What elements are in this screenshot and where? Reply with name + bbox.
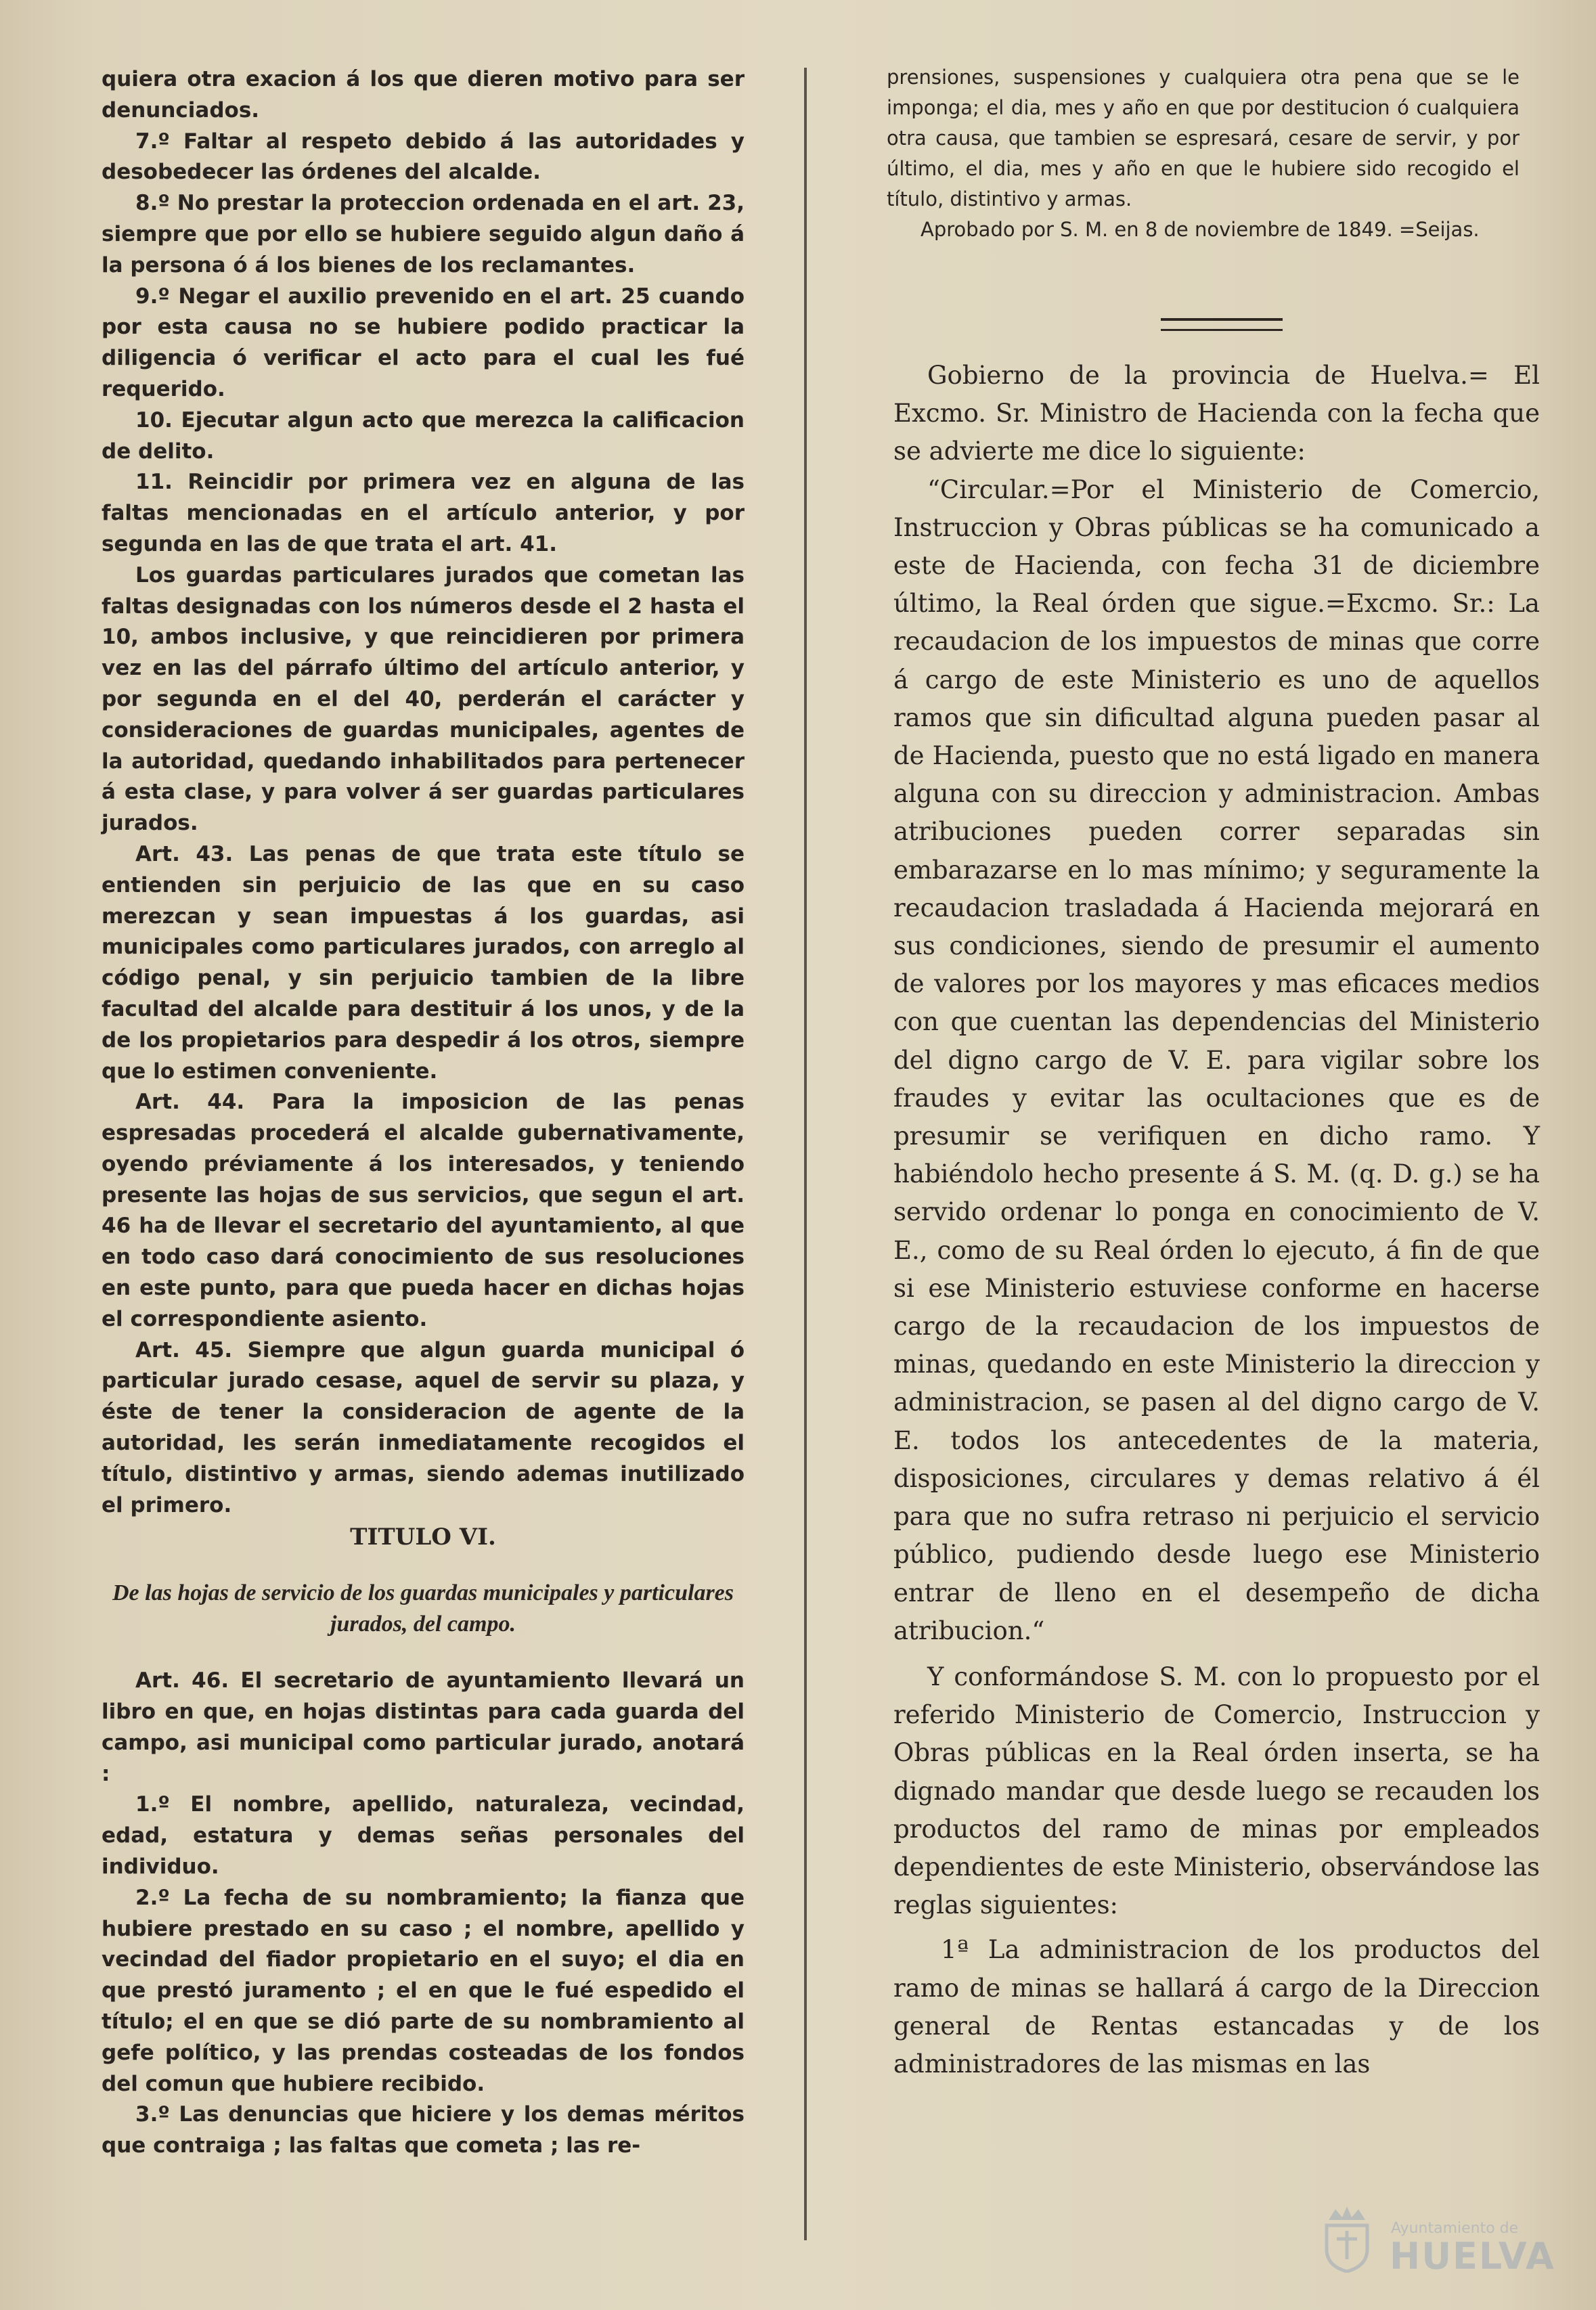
paragraph: Art. 43. Las penas de que trata este título se entienden sin perjuicio de las que en su caso merezcan y sean impuestas á los guardas, asi municipales como particulares jurados, con arreglo al código penal, y sin perjuicio tambien de la libre facultad del alcalde para destituir á los unos, y de la de los propietarios para despedir á los otros, siempre que lo estimen conveniente.	[102, 841, 745, 1084]
section-title: TITULO VI.	[350, 1524, 496, 1551]
crown-shield-icon	[1316, 2205, 1377, 2273]
watermark-title: HUELVA	[1390, 2235, 1555, 2278]
paragraph: 1ª La administracion de los productos del ramo de minas se hallará á cargo de la Direccion general de Rentas estancadas y de los administradores de las mismas en las	[893, 1935, 1540, 2079]
paragraph: Los guardas particulares jurados que cometan las faltas designadas con los números desde el 2 hasta el 10, ambos inclusive, y que reincidieren por primera vez en las del párrafo último del artículo anterior, y por segunda en el del 40, perderán el carácter y consideraciones de guardas municipales, agentes de la autoridad, quedando inhabilitados para pertenecer á esta clase, y para volver á ser guardas particulares jurados.	[102, 562, 745, 836]
paragraph: 7.º Faltar al respeto debido á las autoridades y desobedecer las órdenes del alcalde.	[102, 129, 745, 185]
section-rule	[1161, 318, 1283, 331]
paragraph: 8.º No prestar la proteccion ordenada en el art. 23, siempre que por ello se hubiere seguido algun daño á la persona ó á los bienes de los reclamantes.	[102, 191, 745, 277]
paragraph: 2.º La fecha de su nombramiento; la fianza que hubiere prestado en su caso ; el nombre, apellido y vecindad del fiador propietario en el suyo; el dia en que prestó juramento ; el en que le fué espedido el título; el en que se dió parte de su nombramiento al gefe político, y las prendas costeadas de los fondos del comun que hubiere recibido.	[102, 1885, 745, 2096]
column-divider	[804, 68, 807, 2240]
paragraph: 3.º Las denuncias que hiciere y los demas méritos que contraiga ; las faltas que cometa ; las re-	[102, 2102, 745, 2158]
paragraph: Gobierno de la provincia de Huelva.= El Excmo. Sr. Ministro de Hacienda con la fecha que se advierte me dice lo siguiente:	[893, 361, 1540, 466]
paragraph: “Circular.=Por el Ministerio de Comercio, Instruccion y Obras públicas se ha comunicado a este de Hacienda, con fecha 31 de diciembre último, la Real órden que sigue.=Excmo. Sr.: La recaudacion de los impuestos de minas que corre á cargo de este Ministerio es uno de aquellos ramos que sin dificultad alguna pueden pasar al de Hacienda, puesto que no está ligado en manera alguna con su direccion y administracion. Ambas atribuciones pueden correr separadas sin embarazarse en lo mas mínimo; y seguramente la recaudacion trasladada á Hacienda mejorará en sus condiciones, siendo de presumir el aumento de valores por los mayores y mas eficaces medios con que cuentan las dependencias del Ministerio del digno cargo de V. E. para vigilar sobre los fraudes y evitar las ocultaciones que es de presumir se verifiquen en dicho ramo. Y habiéndolo hecho presente á S. M. (q. D. g.) se ha servido ordenar lo ponga en conocimiento de V. E., como de su Real órden lo ejecuto, á fin de que si ese Ministerio estuviese conforme en hacerse cargo de la recaudacion de los impuestos de minas, quedando en este Ministerio la direccion y administracion, se pasen al del digno cargo de V. E. todos los antecedentes de la materia, disposiciones, circulares y demas relativo á él para que no sufra retraso ni perjuicio el servicio público, pudiendo desde luego ese Ministerio entrar de lleno en el desempeño de dicha atribucion.“	[893, 474, 1540, 1645]
watermark	[1316, 2200, 1555, 2281]
paragraph: 10. Ejecutar algun acto que merezca la calificacion de delito.	[102, 407, 745, 464]
paragraph: 11. Reincidir por primera vez en alguna de las faltas mencionadas en el artículo anterior, y por segunda en las de que trata el art. 41.	[102, 470, 745, 556]
right-column	[893, 357, 1540, 2083]
left-column	[102, 64, 745, 2162]
section-subtitle: De las hojas de servicio de los guardas municipales y particulares jurados, del campo.	[112, 1580, 734, 1637]
paragraph: Art. 45. Siempre que algun guarda municipal ó particular jurado cesase, aquel de servir su plaza, y éste de tener la consideracion de agente de la autoridad, les serán inmediatamente recogidos el título, distintivo y armas, siendo ademas inutilizado el primero.	[102, 1337, 745, 1517]
paragraph: prensiones, suspensiones y cualquiera otra pena que se le imponga; el dia, mes y año en que por destitucion ó cualquiera otra causa, que tambien se espresará, cesare de servir, y por último, el dia, mes y año en que le hubiere sido recogido el título, distintivo y armas.	[887, 66, 1520, 210]
paragraph: quiera otra exacion á los que dieren motivo para ser denunciados.	[102, 67, 745, 123]
paragraph: Art. 44. Para la imposicion de las penas espresadas procederá el alcalde gubernativamente, oyendo préviamente á los interesados, y teniendo presente las hojas de sus servicios, que segun el art. 46 ha de llevar el secretario del ayuntamiento, al que en todo caso dará conocimiento de sus resoluciones en este punto, para que pueda hacer en dichas hojas el correspondiente asiento.	[102, 1090, 745, 1331]
approval-line: Aprobado por S. M. en 8 de noviembre de 1849. =Seijas.	[921, 218, 1480, 241]
paragraph: 1.º El nombre, apellido, naturaleza, vecindad, edad, estatura y demas señas personales del individuo.	[102, 1792, 745, 1880]
right-column-top	[887, 62, 1520, 245]
paragraph: Y conformándose S. M. con lo propuesto por el referido Ministerio de Comercio, Instruccion y Obras públicas en la Real órden inserta, se ha dignado mandar que desde luego se recauden los productos del ramo de minas por empleados dependientes de este Ministerio, observándose las reglas siguientes:	[893, 1662, 1540, 1920]
paragraph: Art. 46. El secretario de ayuntamiento llevará un libro en que, en hojas distintas para cada guarda del campo, asi municipal como particular jurado, anotará :	[102, 1668, 745, 1786]
watermark-caption: Ayuntamiento de	[1391, 2220, 1519, 2237]
paragraph: 9.º Negar el auxilio prevenido en el art. 25 cuando por esta causa no se hubiere podido practicar la diligencia ó verificar el acto para el cual les fué requerido.	[102, 284, 745, 401]
